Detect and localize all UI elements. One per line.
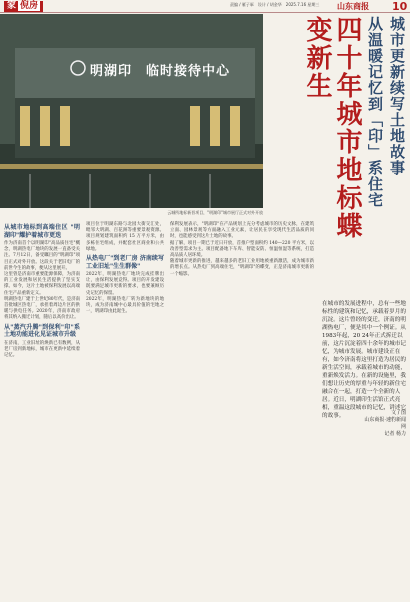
- paragraph: 2022年，明湖热电厂地块完成挂牌出让，由保利发展竞得。项目的开发建设既要满足城市更新的要求，也要兼顾历史记忆的保留。: [86, 272, 164, 296]
- article-column-middle: [86, 222, 164, 315]
- column-label: [4, 1, 43, 12]
- column-label-sub: 倪房: [20, 1, 39, 11]
- byline: [360, 410, 406, 438]
- subtitle-line-1: 城市更新续写土地故事: [388, 16, 406, 176]
- paragraph: 2022年，明湖热电厂转为新地块的地块，成为济南城中心最具价值的宅地之一，明湖印由此诞生。: [86, 296, 164, 315]
- headline-block: [270, 16, 406, 256]
- header-meta: 责编 / 雁子軍 设计 / 胡金华 2025.7.16 星期三: [230, 2, 320, 7]
- lead-paragraph: 在城市的发展进程中，总有一些地标性的建筑和记忆，承载着岁月的沉淀。这片曾经的变迁，济南的明湖热电厂，便是其中一个例证。从1983年起，20 24年正式拆迁以前，这片沉淀着四十余年的城市记忆，为城市发展。城市建设正在有，如今济南将这里打造为居民的新生活空间，承载着城市的动能，重新焕发活力。在新的设施里，我们想让历史的厚重与年轻的新住宅融合在一起，打造一个全新的人居。近日，明湖印生活馆正式亮相，重温这段城市的记忆，讲述它的故事。: [322, 301, 406, 419]
- paragraph: 这里曾是济南市重要能源保障，为济南的工业发展和居民生活提供了坚实支撑。如今，这片土地被保利发展以高端住宅产品重新定义。: [4, 272, 80, 296]
- byline-line-1: 文 / 图: [391, 410, 406, 416]
- paragraph: 作为济南首个以明湖印"高品质住宅"概念，明湖热电厂地块的发展一直备受关注。7月12日，备受瞩目的"明湖印"项目正式对外开放。这段关于老旧电厂的前世今生的故事，便从这里展开。: [4, 241, 80, 271]
- article-column-left: [4, 222, 80, 359]
- main-title: 四十年城市地标蝶变新生: [302, 16, 362, 240]
- section-heading-3: 从热电厂"到老厂房 济南续写工业旧址"生生群像": [86, 255, 164, 270]
- building-illustration: [0, 14, 263, 208]
- photo-caption: 云城所地标新晋项目，"明湖印"城市展厅正式对外开放: [167, 210, 263, 215]
- paragraph: 随着城市更新的推进，越来越多的老旧工业用地被重新激活，成为城市新的增长点。从热电厂到高端住宅，"明湖印"的蝶变，正是济南城市更新的一个缩影。: [170, 259, 314, 277]
- column-label-main: 家: [7, 1, 17, 11]
- newspaper-name: 山东商报: [337, 2, 369, 11]
- subtitle-line-2: 从温暖记忆到「印」系住宅: [366, 16, 384, 208]
- paragraph: 项目位于明湖东路与北园大街交汇处，毗邻大明湖、百花洲等重要景观资源。项目规划建筑面积约 15 万平方米，由多栋住宅组成，并配套社区商业和公共绿地。: [86, 222, 164, 252]
- paragraph: 保利发展表示，"明湖印"在产品规划上充分考虑城市的历史文脉，在建筑立面、园林景观等方面融入工业元素，让居民在享受现代生活品质的同时，也能感受到这片土地的故事。: [170, 222, 314, 240]
- byline-line-2: 山东商报·速豹新闻网: [364, 417, 406, 430]
- paragraph: 明湖热电厂建于上世纪80年代，是济南首批城区热电厂，承担着周边片区的供暖与供电任务。2020年，济南市政府将其纳入搬迁计划，随后以高价出让。: [4, 296, 80, 321]
- article-column-right: [170, 222, 314, 278]
- hero-photo: [0, 14, 263, 208]
- section-heading-2: 从"蒸汽升腾"到保利"印"系 土地功能进化见证城市升级: [4, 323, 80, 339]
- section-heading-1: 从城市地标到高端住区 "明湖印"耀护着城市更迭: [4, 224, 80, 239]
- byline-line-3: 记者 杨力: [384, 431, 406, 437]
- paragraph: 据了解，项目一期已于近日开放，首推户型面积约 140—220 平方米，以改善型需求为主。项目配备地下车库、智能安防、恒温恒湿等系统，打造高品质人居环境。: [170, 240, 314, 259]
- sign-text: 明湖印 临时接待中心: [90, 64, 231, 79]
- paragraph: 在济南，工业旧址的焕新已有数例，从老厂房到新地标，城市在更新中延续着记忆。: [4, 340, 80, 359]
- page-header: [0, 0, 410, 13]
- page-number: 10: [392, 0, 408, 13]
